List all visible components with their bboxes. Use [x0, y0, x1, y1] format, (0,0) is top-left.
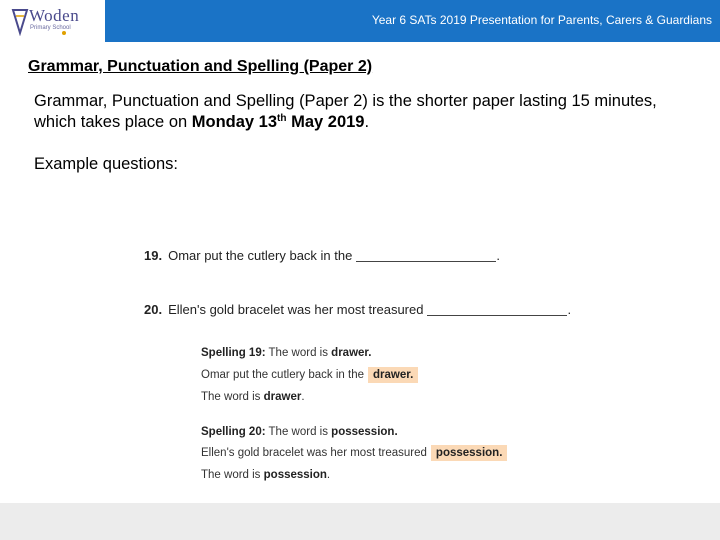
- answer-heading-text: The word is: [265, 347, 332, 359]
- answer-blank: [427, 315, 567, 316]
- answer-20-closing: [201, 469, 330, 481]
- answer-20-sentence: [201, 447, 507, 459]
- logo-dot: [62, 31, 66, 35]
- intro-end: .: [364, 113, 370, 131]
- question-text: Ellen's gold bracelet was her most treasured: [168, 302, 424, 317]
- question-number: 20.: [144, 302, 163, 317]
- answer-highlight: drawer.: [368, 367, 418, 383]
- intro-text: Grammar, Punctuation and Spelling (Paper 2) is the shorter paper lasting 15 minutes, which takes place on: [34, 92, 657, 131]
- answer-closing-end: .: [326, 469, 331, 481]
- answer-closing-word: drawer: [263, 391, 302, 403]
- answer-closing-text: The word is: [201, 391, 264, 403]
- footer-bar: [0, 503, 720, 540]
- logo-name: Woden: [29, 6, 80, 25]
- question-number: 19.: [144, 248, 163, 263]
- answer-closing-end: .: [301, 391, 305, 403]
- answer-heading-text: The word is: [265, 426, 332, 438]
- answer-label: Spelling 20:: [201, 426, 266, 438]
- answer-19-heading: [201, 347, 371, 359]
- answer-closing-text: The word is: [201, 469, 264, 481]
- logo-emblem-icon: [11, 6, 29, 36]
- answer-20-heading: [201, 426, 398, 438]
- intro-date: [192, 113, 365, 131]
- answer-word: drawer.: [331, 347, 372, 359]
- logo-subtitle: Primary School: [30, 25, 71, 31]
- answer-label: Spelling 19:: [201, 347, 266, 359]
- answer-19-sentence: [201, 369, 418, 381]
- slide-title: Grammar, Punctuation and Spelling (Paper 2): [28, 58, 373, 75]
- question-19: [144, 248, 500, 263]
- answer-blank: [356, 261, 496, 262]
- answer-closing-word: possession: [263, 469, 327, 481]
- intro-date-day: Monday 13: [191, 113, 278, 131]
- intro-paragraph: [34, 91, 684, 133]
- answer-sentence: Omar put the cutlery back in the: [201, 369, 364, 381]
- intro-date-suffix: th: [277, 113, 287, 124]
- question-end: .: [496, 248, 500, 263]
- question-end: .: [567, 302, 572, 317]
- answer-19-closing: [201, 391, 305, 403]
- intro-date-rest: May 2019: [286, 113, 365, 131]
- school-logo: [0, 0, 105, 42]
- header-bar: [0, 0, 720, 42]
- question-20: [144, 302, 571, 317]
- presentation-title: Year 6 SATs 2019 Presentation for Parents, Carers & Guardians: [371, 13, 712, 27]
- question-text: Omar put the cutlery back in the: [168, 248, 353, 263]
- examples-label: Example questions:: [34, 155, 178, 173]
- answer-sentence: Ellen's gold bracelet was her most treasured: [201, 447, 427, 459]
- answer-highlight: possession.: [431, 445, 507, 461]
- answer-word: possession.: [331, 426, 398, 438]
